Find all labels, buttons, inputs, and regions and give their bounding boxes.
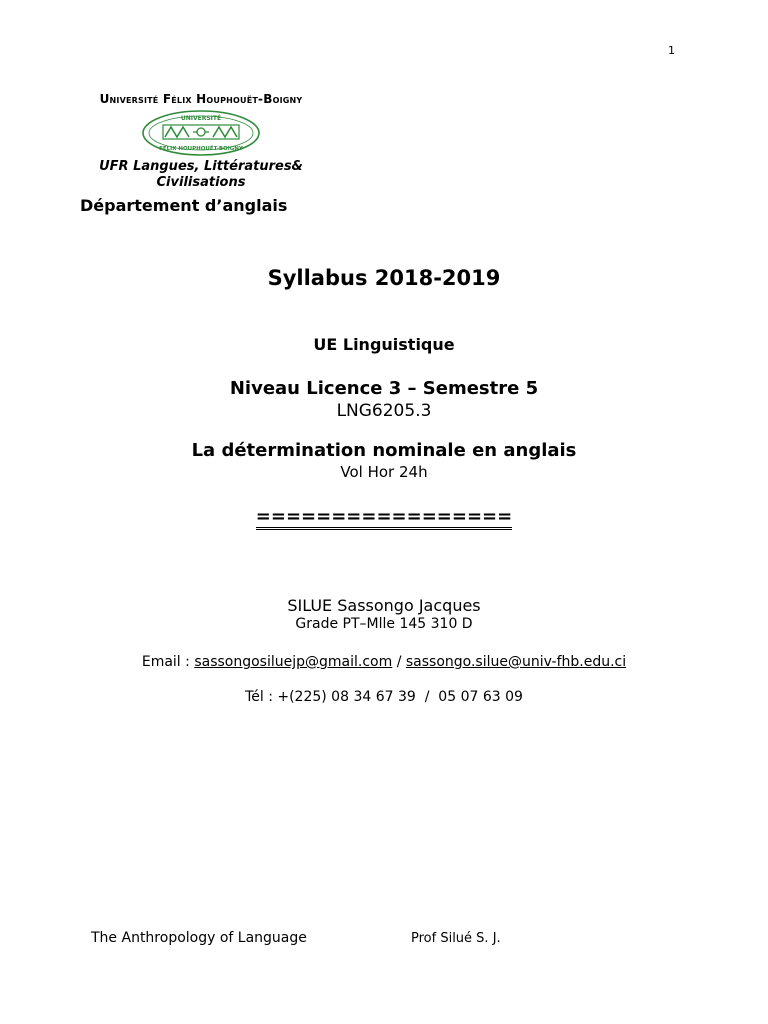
course-code: LNG6205.3: [336, 401, 432, 421]
email-label: Email :: [141, 654, 195, 670]
university-header: [70, 92, 332, 191]
level-semester: Niveau Licence 3 – Semestre 5: [229, 378, 539, 399]
logo-text-bottom: FELIX HOUPHOUËT-BOIGNY: [159, 146, 243, 152]
phone-line: Tél : +(225) 08 34 67 39 / 05 07 63 09: [245, 689, 523, 705]
syllabus-title: Syllabus 2018-2019: [267, 266, 501, 290]
footer-course-name: The Anthropology of Language: [91, 930, 307, 946]
separator-line: [0, 506, 768, 527]
department-name: Département d’anglais: [80, 196, 288, 215]
ue-name: UE Linguistique: [313, 335, 455, 354]
email-link-university[interactable]: sassongo.silue@univ-fhb.edu.ci: [405, 654, 627, 670]
ufr-line-2: Civilisations: [156, 175, 246, 190]
separator-text: =================: [256, 506, 512, 530]
author-grade: Grade PT–Mlle 145 310 D: [295, 616, 473, 632]
university-name: Université Félix Houphouët-Boigny: [99, 92, 303, 106]
ufr-line-1: UFR Langues, Littératures&: [99, 159, 303, 174]
ufr-name: [70, 159, 332, 191]
course-title: La détermination nominale en anglais: [191, 440, 577, 461]
footer-author: Prof Silué S. J.: [411, 931, 501, 946]
email-line: [0, 654, 768, 670]
page-number: 1: [668, 44, 675, 57]
email-link-gmail[interactable]: sassongosiluejp@gmail.com: [194, 654, 393, 670]
hourly-volume: Vol Hor 24h: [340, 463, 428, 481]
email-separator: /: [392, 654, 406, 670]
author-name: SILUE Sassongo Jacques: [287, 596, 481, 615]
logo-text-top: UNIVERSITÉ: [180, 115, 222, 122]
university-logo: [141, 109, 261, 157]
